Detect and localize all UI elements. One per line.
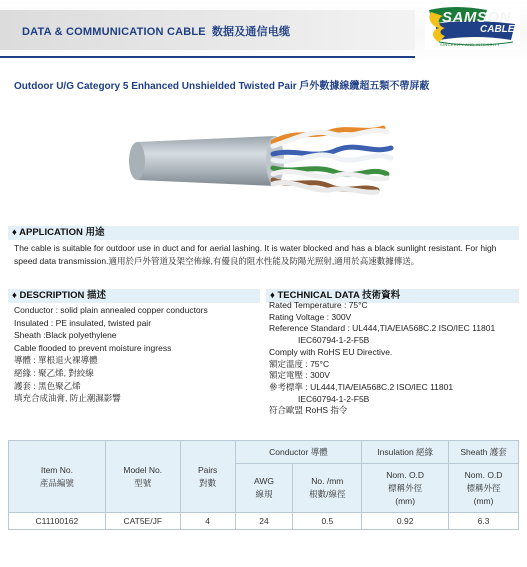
header-item-no-en: Item No. bbox=[40, 464, 73, 475]
cell-model-no: CAT5E/JF bbox=[105, 513, 180, 530]
header-ins-od-cn: 標稱外徑 bbox=[388, 482, 423, 493]
cable-illustration bbox=[125, 120, 405, 200]
header-awg-cn: 線規 bbox=[255, 489, 273, 499]
header-insulation-od bbox=[362, 464, 449, 513]
header-rule bbox=[0, 56, 415, 58]
technical-line: 額定電壓 : 300V bbox=[269, 370, 330, 381]
description-line: 絕緣 : 聚乙烯, 對絞線 bbox=[14, 367, 94, 378]
cell-no-mm: 0.5 bbox=[293, 513, 362, 530]
technical-text bbox=[269, 300, 519, 417]
technical-line: Reference Standard : UL444,TIA/EIA568C.2 ISO/IEC 11801 bbox=[269, 323, 496, 334]
header-awg-en: AWG bbox=[254, 476, 274, 486]
header-ins-od-unit: (mm) bbox=[395, 495, 416, 506]
header-sheath: Sheath 護套 bbox=[449, 441, 519, 464]
technical-line: Comply with RoHS EU Directive. bbox=[269, 346, 393, 357]
application-line: speed data transmission.適用於戶外管道及架空佈線,有優良的阻水性能及防陽光照射,適用於高速數據傳送。 bbox=[14, 255, 420, 266]
cell-awg: 24 bbox=[235, 513, 293, 530]
technical-line: 符合歐盟 RoHS 指令 bbox=[269, 405, 348, 416]
technical-line: Rating Voltage : 300V bbox=[269, 311, 352, 322]
header-ins-od-en: Nom. O.D bbox=[386, 469, 425, 480]
spec-table bbox=[8, 440, 519, 530]
cell-sheath-od: 6.3 bbox=[449, 513, 519, 530]
header-insulation: Insulation 絕緣 bbox=[362, 441, 449, 464]
description-heading: ♦ DESCRIPTION 描述 bbox=[8, 289, 260, 303]
header-title bbox=[22, 23, 290, 39]
header-title-cn: 数据及通信电缆 bbox=[211, 26, 291, 38]
logo-word-cable: CABLE bbox=[480, 24, 515, 35]
cell-pairs: 4 bbox=[180, 513, 235, 530]
header-model-no bbox=[105, 441, 180, 513]
header-pairs bbox=[180, 441, 235, 513]
cell-insulation-od: 0.92 bbox=[362, 513, 449, 530]
application-heading: ♦ APPLICATION 用途 bbox=[8, 226, 519, 240]
technical-line: IEC60794-1-2-F5B bbox=[298, 393, 370, 404]
cell-item-no: C11100162 bbox=[9, 513, 106, 530]
header-no-mm bbox=[293, 464, 362, 513]
logo-tagline: SINCERITY AND INTEGRITY bbox=[440, 42, 500, 47]
table-header-row-1 bbox=[9, 441, 519, 464]
technical-heading: ♦ TECHNICAL DATA 技術資料 bbox=[266, 289, 519, 303]
description-line: Insulated : PE insulated, twisted pair bbox=[14, 317, 152, 328]
technical-line: 參考標準 : UL444,TIA/EIA568C.2 ISO/IEC 11801 bbox=[269, 381, 454, 392]
description-line: Cable flooded to prevent moisture ingress bbox=[14, 342, 172, 353]
description-line: 填充合成油膏, 防止潮濕影響 bbox=[14, 393, 121, 404]
header-sh-od-cn: 標稱外徑 bbox=[466, 482, 501, 493]
table-row bbox=[9, 513, 519, 530]
technical-line: IEC60794-1-2-F5B bbox=[298, 335, 370, 346]
header-sh-od-en: Nom. O.D bbox=[464, 469, 503, 480]
header-item-no-cn: 產品編號 bbox=[39, 477, 74, 488]
technical-line: Rated Temperature : 75°C bbox=[269, 300, 368, 310]
description-line: 導體 : 單根退火裸導體 bbox=[14, 355, 98, 366]
header-awg bbox=[235, 464, 293, 513]
application-line: The cable is suitable for outdoor use in duct and for aerial lashing. It is water blocked and has a black sunlight resistant. For high bbox=[14, 243, 497, 253]
header-no-mm-cn: 根數/線徑 bbox=[309, 489, 346, 499]
technical-line: 額定溫度 : 75°C bbox=[269, 358, 330, 369]
logo-word-samson: SAMSON bbox=[442, 9, 511, 26]
application-text bbox=[14, 242, 519, 267]
header-pairs-cn: 對數 bbox=[199, 477, 217, 488]
header-model-no-en: Model No. bbox=[123, 464, 163, 475]
description-line: Conductor : solid plain annealed copper conductors bbox=[14, 305, 208, 315]
description-line: 護套 : 黑色聚乙烯 bbox=[14, 380, 81, 391]
header-item-no bbox=[9, 441, 106, 513]
header-sheath-od bbox=[449, 464, 519, 513]
header-title-en: DATA & COMMUNICATION CABLE bbox=[22, 26, 206, 38]
header-conductor: Conductor 導體 bbox=[235, 441, 362, 464]
description-text bbox=[14, 304, 260, 405]
header-sh-od-unit: (mm) bbox=[473, 495, 494, 506]
header-model-no-cn: 型號 bbox=[134, 477, 152, 488]
header-no-mm-en: No. /mm bbox=[311, 476, 344, 486]
header-pairs-en: Pairs bbox=[197, 464, 218, 475]
product-title: Outdoor U/G Category 5 Enhanced Unshielded Twisted Pair 戶外數據線纜超五類不帶屏蔽 bbox=[14, 81, 430, 92]
description-line: Sheath :Black polyethylene bbox=[14, 330, 117, 341]
